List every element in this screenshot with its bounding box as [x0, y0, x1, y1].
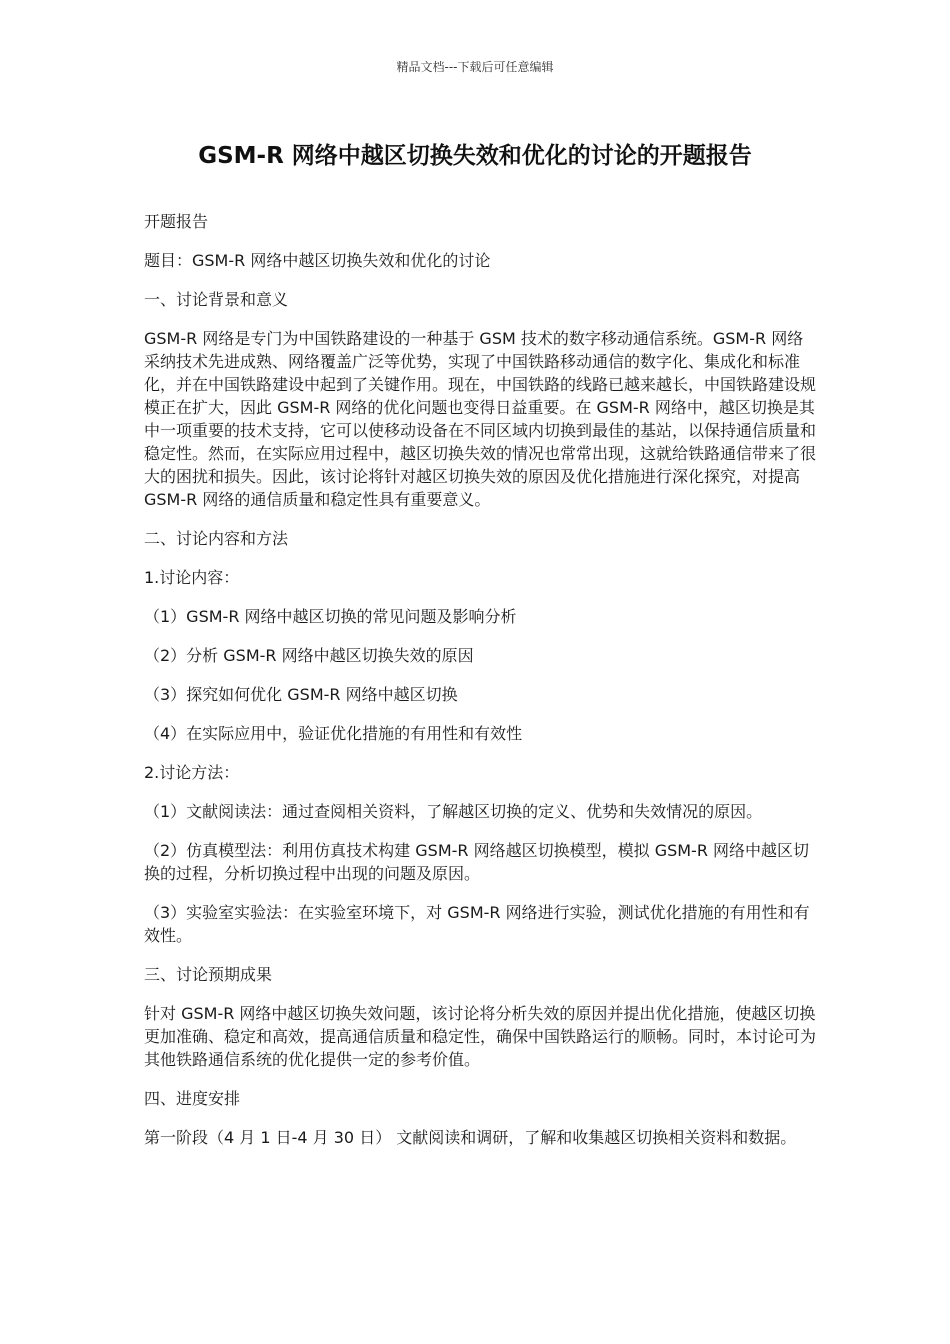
list-item: （2）分析 GSM-R 网络中越区切换失效的原因 [144, 646, 474, 665]
list-item: （3）探究如何优化 GSM-R 网络中越区切换 [144, 685, 458, 704]
paragraph-expected-results: 针对 GSM-R 网络中越区切换失效问题，该讨论将分析失效的原因并提出优化措施，使越区切换更加准确、稳定和高效，提高通信质量和稳定性，确保中国铁路运行的顺畅。同时，本讨论可为其他铁路通信系统的优化提供一定的参考价值。 [144, 1004, 817, 1069]
list-item: （1）文献阅读法：通过查阅相关资料，了解越区切换的定义、优势和失效情况的原因。 [144, 802, 763, 821]
paragraph-schedule-phase-1: 第一阶段（4 月 1 日-4 月 30 日） 文献阅读和调研，了解和收集越区切换相关资料和数据。 [144, 1128, 797, 1147]
section-heading-schedule: 四、进度安排 [144, 1089, 241, 1108]
list-item: （4）在实际应用中，验证优化措施的有用性和有效性 [144, 724, 523, 743]
paragraph-background: GSM-R 网络是专门为中国铁路建设的一种基于 GSM 技术的数字移动通信系统。GSM-R 网络采纳技术先进成熟、网络覆盖广泛等优势，实现了中国铁路移动通信的数字化、集成化和标准化，并在中国铁路建设中起到了关键作用。现在，中国铁路的线路已越来越长，中国铁路建设规模正在扩大，因此 GSM-R 网络的优化问题也变得日益重要。在 GSM-R 网络中，越区切换是其中一项重要的技术支持，它可以使移动设备在不同区域内切换到最佳的基站，以保持通信质量和稳定性。然而，在实际应用过程中，越区切换失效的情况也常常出现，这就给铁路通信带来了很大的困扰和损失。因此，该讨论将针对越区切换失效的原因及优化措施进行深化探究，对提高 GSM-R 网络的通信质量和稳定性具有重要意义。 [144, 329, 817, 509]
section-heading-content-method: 二、讨论内容和方法 [144, 529, 289, 548]
subheading-content: 1.讨论内容： [144, 568, 240, 587]
document-body [144, 210, 816, 1165]
list-item: （2）仿真模型法：利用仿真技术构建 GSM-R 网络越区切换模型，模拟 GSM-R 网络中越区切换的过程，分析切换过程中出现的问题及原因。 [144, 841, 810, 883]
header-note: 精品文档---下载后可任意编辑 [396, 60, 554, 74]
section-heading-background: 一、讨论背景和意义 [144, 290, 289, 309]
paragraph-topic: 题目：GSM-R 网络中越区切换失效和优化的讨论 [144, 251, 491, 270]
document-title: GSM-R 网络中越区切换失效和优化的讨论的开题报告 [198, 143, 752, 169]
list-item: （1）GSM-R 网络中越区切换的常见问题及影响分析 [144, 607, 517, 626]
subheading-method: 2.讨论方法： [144, 763, 240, 782]
list-item: （3）实验室实验法：在实验室环境下，对 GSM-R 网络进行实验，测试优化措施的有用性和有效性。 [144, 903, 810, 945]
section-heading-expected-results: 三、讨论预期成果 [144, 965, 273, 984]
paragraph-report-label: 开题报告 [144, 212, 209, 231]
